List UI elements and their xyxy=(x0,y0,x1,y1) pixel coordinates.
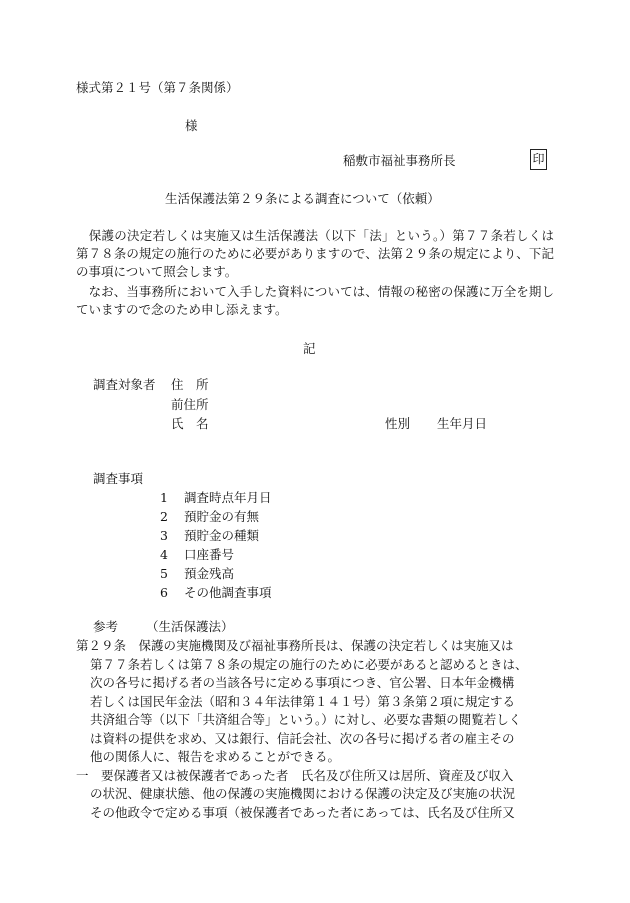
item-number: 3 xyxy=(160,528,168,543)
article-item-line: の状況、健康状態、他の保護の実施機関における保護の決定及び実施の状況 xyxy=(90,786,516,801)
item-number: 5 xyxy=(160,566,168,581)
sender-name: 稲敷市福祉事務所長 xyxy=(343,153,456,168)
reference-law: （生活保護法） xyxy=(146,619,234,634)
birthdate-label: 生年月日 xyxy=(437,416,488,431)
list-item xyxy=(160,489,272,507)
article-line: 共済組合等（以下「共済組合等」という。）に対し、必要な書類の閲覧若しく xyxy=(90,712,522,727)
list-item xyxy=(160,508,259,526)
sex-label: 性別 xyxy=(385,416,411,431)
article-line: 次の各号に掲げる者の当該各号に定める事項につき、官公署、日本年金機構 xyxy=(90,675,515,690)
article-line: 第２９条 保護の実施機関及び福祉事務所長は、保護の決定若しくは実施又は xyxy=(76,638,514,653)
article-line: は資料の提供を求め、又は銀行、信託会社、次の各号に掲げる者の雇主その xyxy=(90,730,515,746)
seal-mark: 印 xyxy=(530,149,547,170)
article-line: 若しくは国民年金法（昭和３４年法律第１４１号）第３条第２項に規定する xyxy=(90,693,516,709)
form-number: 様式第２１号（第７条関係） xyxy=(76,80,239,95)
document-title: 生活保護法第２９条による調査について（依頼） xyxy=(165,191,440,206)
ki-heading: 記 xyxy=(303,341,316,356)
reference-label: 参考 xyxy=(93,619,119,634)
list-item xyxy=(160,527,259,545)
item-text: 口座番号 xyxy=(184,547,235,562)
article-item-line: 一 要保護者又は被保護者であった者 氏名及び住所又は居所、資産及び収入 xyxy=(76,767,514,783)
item-number: 2 xyxy=(160,509,168,524)
body-paragraph-2: なお、当事務所において入手した資料については、情報の秘密の保護に万全を期していますので念のため申し添えます。 xyxy=(76,284,554,317)
list-item xyxy=(160,546,234,564)
name-label: 氏 名 xyxy=(171,416,209,431)
subject-label: 調査対象者 xyxy=(93,377,156,392)
list-item xyxy=(160,565,234,583)
address-label: 住 所 xyxy=(171,377,209,392)
addressee-suffix: 様 xyxy=(185,118,198,133)
item-text: 調査時点年月日 xyxy=(184,490,272,505)
items-label: 調査事項 xyxy=(93,471,144,486)
item-number: 4 xyxy=(160,547,168,562)
list-item xyxy=(160,584,272,602)
article-text xyxy=(76,637,552,822)
item-text: その他調査事項 xyxy=(184,585,272,600)
item-number: 6 xyxy=(160,585,168,600)
item-text: 預貯金の種類 xyxy=(184,528,260,543)
body-paragraph-1: 保護の決定若しくは実施又は生活保護法（以下「法」という。）第７７条若しくは第７８条の規定の施行のために必要がありますので、法第２９条の規定により、下記の事項について照会します。 xyxy=(76,228,554,279)
item-text: 預金残高 xyxy=(184,566,235,581)
previous-address-label: 前住所 xyxy=(171,397,209,412)
item-text: 預貯金の有無 xyxy=(184,509,260,524)
article-line: 第７７条若しくは第７８条の規定の施行のために必要があると認めるときは、 xyxy=(90,656,528,672)
article-item-line: その他政令で定める事項（被保護者であった者にあっては、氏名及び住所又 xyxy=(90,804,515,820)
article-line: 他の関係人に、報告を求めることができる。 xyxy=(90,749,341,764)
item-number: 1 xyxy=(160,490,168,505)
